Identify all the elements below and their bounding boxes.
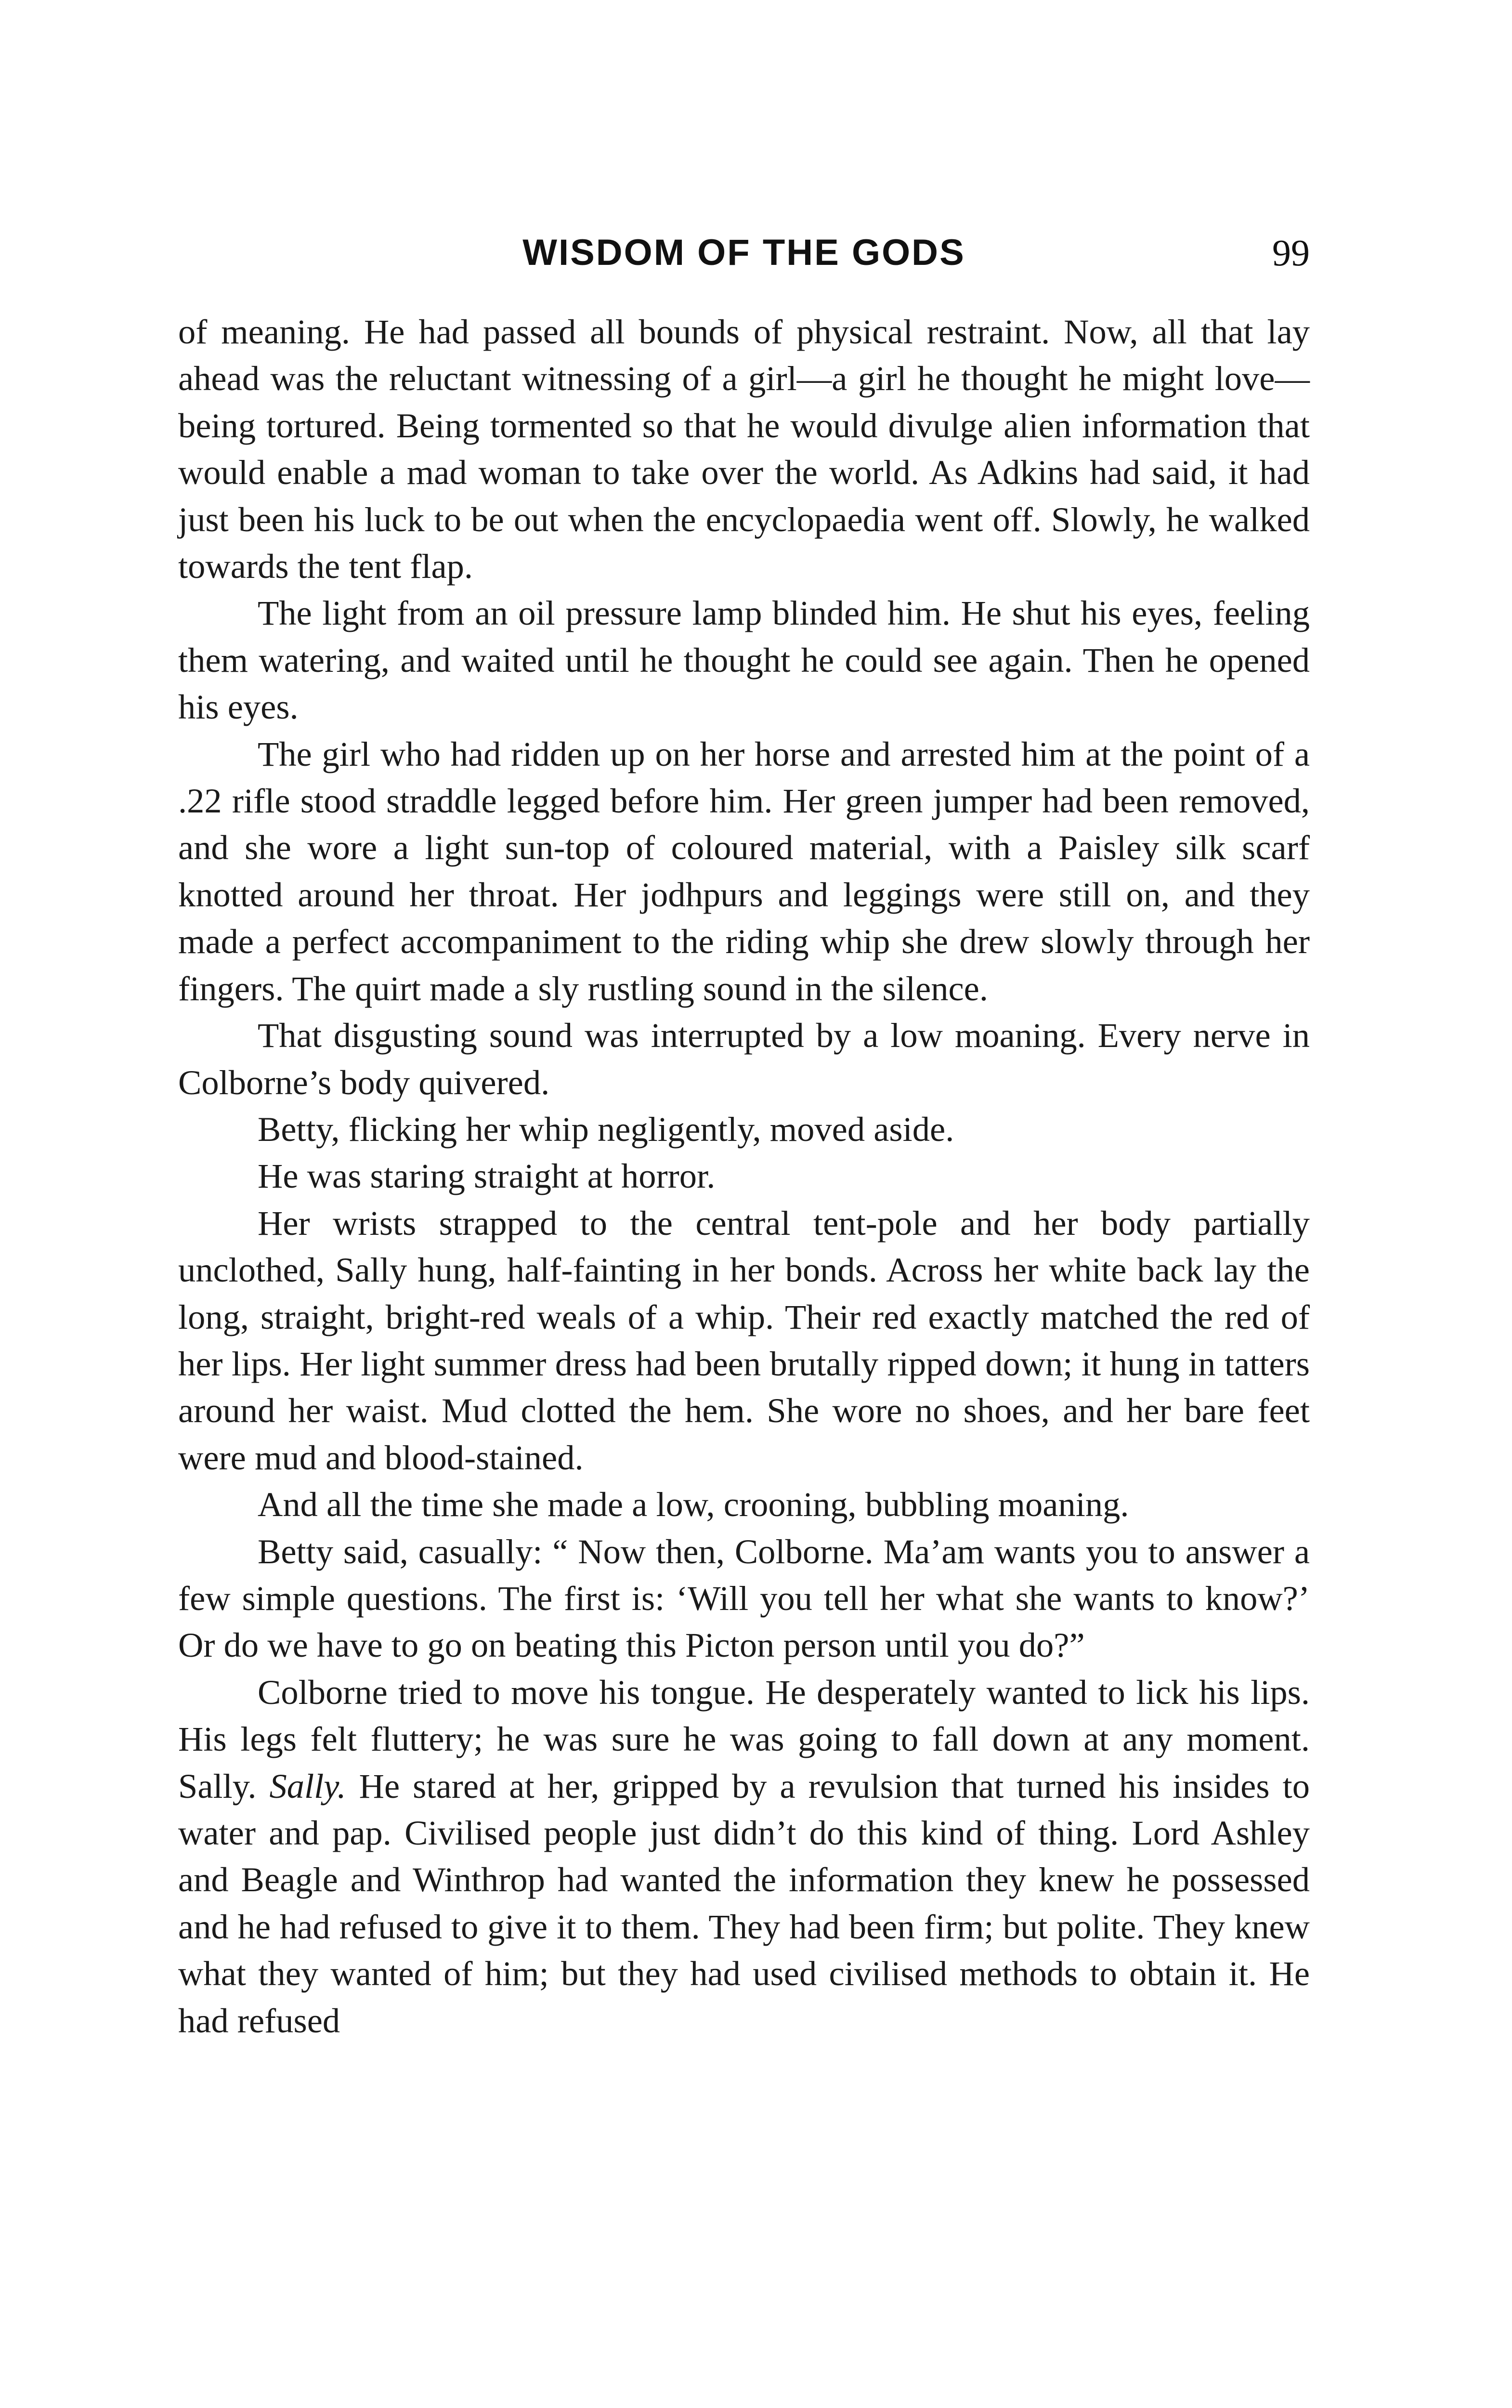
- emphasized-text: Sally.: [269, 1766, 346, 1806]
- paragraph: The girl who had ridden up on her horse and arrested him at the point of a .22 rifle stood straddle legged before him. Her green jumper had been removed, and she wore a light sun-top of coloured material, with a Paisley silk scarf knotted around her throat. Her jodhpurs and leggings were still on, and they made a perfect accompaniment to the riding whip she drew slowly through her fingers. The quirt made a sly rustling sound in the silence.: [178, 734, 1310, 1008]
- page-number: 99: [1272, 232, 1310, 274]
- running-head-title: WISDOM OF THE GODS: [522, 232, 965, 273]
- paragraph: The light from an oil pressure lamp blinded him. He shut his eyes, feeling them watering, and waited until he thought he could see again. Then he opened his eyes.: [178, 593, 1310, 727]
- paragraph: That disgusting sound was interrupted by a low moaning. Every nerve in Colborne’s body quivered.: [178, 1016, 1310, 1102]
- paragraph: He was staring straight at horror.: [258, 1156, 716, 1196]
- running-head: [178, 226, 1310, 279]
- body-text: [178, 308, 1310, 2044]
- paragraph: Betty, flicking her whip negligently, moved aside.: [258, 1109, 954, 1149]
- paragraph-text: He stared at her, gripped by a revulsion that turned his insides to water and pap. Civilised people just didn’t do this kind of thing. Lord Ashley and Beagle and Winthrop had wanted the information they knew he possessed and he had refused to give it to them. They had been firm; but polite. They knew what they wanted of him; but they had used civilised methods to obtain it. He had refused: [178, 1766, 1310, 2040]
- paragraph: Betty said, casually: “ Now then, Colborne. Ma’am wants you to answer a few simple questions. The first is: ‘Will you tell her what she wants to know?’ Or do we have to go on beating this Picton person until you do?”: [178, 1531, 1310, 1665]
- paragraph: [178, 1669, 1310, 2044]
- paragraph: Her wrists strapped to the central tent-pole and her body partially unclothed, Sally hung, half-fainting in her bonds. Across her white back lay the long, straight, bright-red weals of a whip. Their red exactly matched the red of her lips. Her light summer dress had been brutally ripped down; it hung in tatters around her waist. Mud clotted the hem. She wore no shoes, and her bare feet were mud and blood-stained.: [178, 1203, 1310, 1477]
- paragraph: of meaning. He had passed all bounds of physical restraint. Now, all that lay ahead was the reluctant witnessing of a girl—a girl he thought he might love—being tortured. Being tormented so that he would divulge alien information that would enable a mad woman to take over the world. As Adkins had said, it had just been his luck to be out when the encyclopaedia went off. Slowly, he walked towards the tent flap.: [178, 312, 1310, 586]
- paragraph: And all the time she made a low, crooning, bubbling moaning.: [258, 1485, 1129, 1524]
- paragraph-text: Colborne tried to move his tongue. He desperately wanted to lick his lips. His legs felt fluttery; he was sure he was going to fall down at any moment. Sally.: [178, 1672, 1310, 1806]
